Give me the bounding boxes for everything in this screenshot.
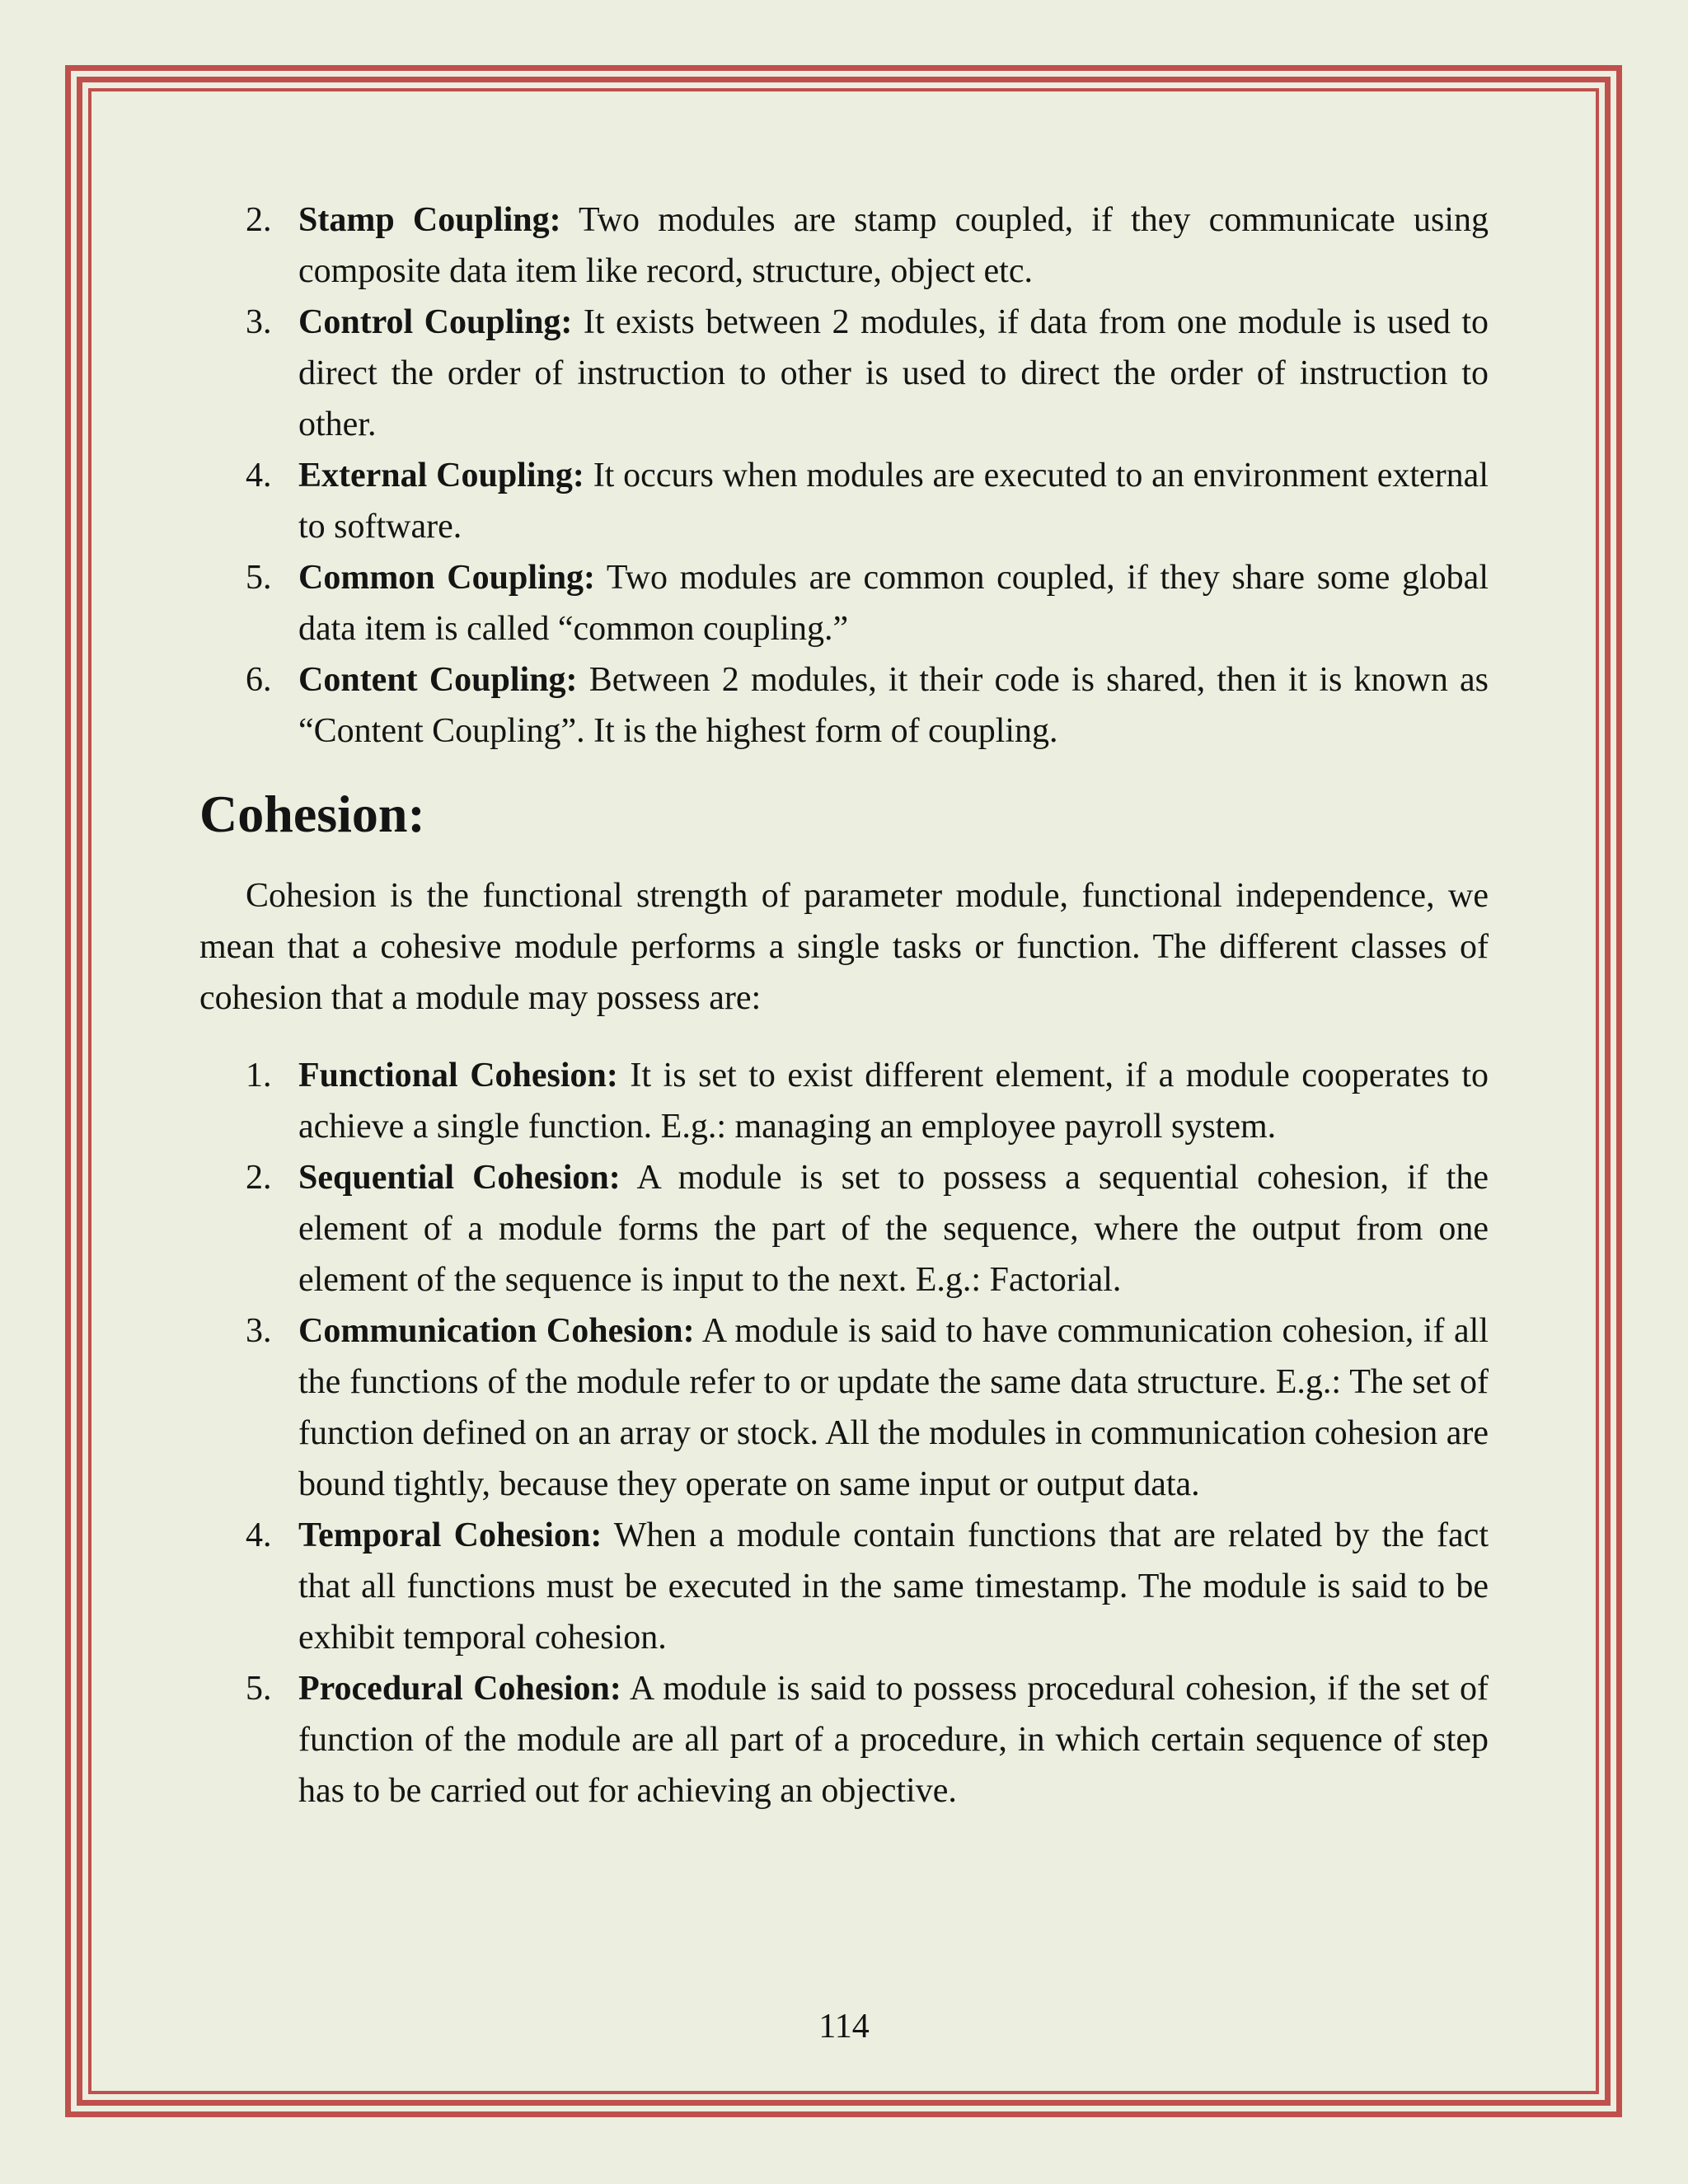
list-item-text: When a module contain functions that are related by the fact that all functions must be executed in the same timestamp. The module is said to be exhibit temporal cohesion. [298,1516,1489,1657]
list-item-term: Communication Cohesion: [298,1312,695,1350]
list-item-term: External Coupling: [298,457,584,494]
list-item-number: 3. [246,1312,272,1350]
list-item [199,1152,1489,1305]
list-item-text: Two modules are stamp coupled, if they communicate using composite data item like record, structure, object etc. [298,201,1489,290]
list-item-number: 2. [246,201,272,239]
list-item-number: 5. [246,1670,272,1708]
list-item [199,194,1489,297]
list-item [199,1305,1489,1510]
list-item [199,552,1489,654]
list-item-text: A module is said to have communication cohesion, if all the functions of the module refer to or update the same data structure. E.g.: The set of function defined on an array or stock. All the modules in communication cohesion are bound tightly, because they operate on same input or output data. [298,1312,1489,1503]
list-item-term: Control Coupling: [298,303,573,341]
coupling-list [199,194,1489,757]
cohesion-list [199,1050,1489,1816]
list-item-number: 6. [246,661,272,699]
list-item [199,1663,1489,1816]
page-content [199,194,1489,1816]
list-item-term: Temporal Cohesion: [298,1516,603,1554]
list-item [199,1050,1489,1152]
list-item [199,297,1489,450]
list-item-number: 5. [246,559,272,597]
list-item-text: It exists between 2 modules, if data from one module is used to direct the order of instruction to other is used to direct the order of instruction to other. [298,303,1489,443]
list-item-term: Content Coupling: [298,661,578,699]
page-number: 114 [818,2008,870,2046]
list-item-term: Functional Cohesion: [298,1057,618,1094]
list-item-term: Stamp Coupling: [298,201,561,239]
list-item-term: Procedural Cohesion: [298,1670,621,1708]
list-item [199,450,1489,552]
list-item-number: 3. [246,303,272,341]
section-heading-cohesion: Cohesion: [199,785,425,843]
list-item-text: It is set to exist different element, if a module cooperates to achieve a single function. E.g.: managing an employee payroll system. [298,1057,1489,1146]
cohesion-intro-paragraph: Cohesion is the functional strength of parameter module, functional independence, we mean that a cohesive module performs a single tasks or function. The different classes of cohesion that a module may possess are: [199,877,1489,1017]
list-item-text: A module is set to possess a sequential cohesion, if the element of a module forms the part of the sequence, where the output from one element of the sequence is input to the next. E.g.: Factorial. [298,1159,1489,1299]
list-item-number: 4. [246,1516,272,1554]
list-item [199,1510,1489,1663]
list-item-text: Two modules are common coupled, if they share some global data item is called “common coupling.” [298,559,1489,648]
list-item-text: It occurs when modules are executed to an environment external to software. [298,457,1489,546]
list-item-term: Sequential Cohesion: [298,1159,621,1197]
list-item-text: Between 2 modules, it their code is shared, then it is known as “Content Coupling”. It is the highest form of coupling. [298,661,1489,750]
list-item-text: A module is said to possess procedural cohesion, if the set of function of the module are all part of a procedure, in which certain sequence of step has to be carried out for achieving an objective. [298,1670,1489,1810]
list-item-term: Common Coupling: [298,559,596,597]
list-item-number: 1. [246,1057,272,1094]
list-item-number: 2. [246,1159,272,1197]
list-item-number: 4. [246,457,272,494]
list-item [199,654,1489,757]
